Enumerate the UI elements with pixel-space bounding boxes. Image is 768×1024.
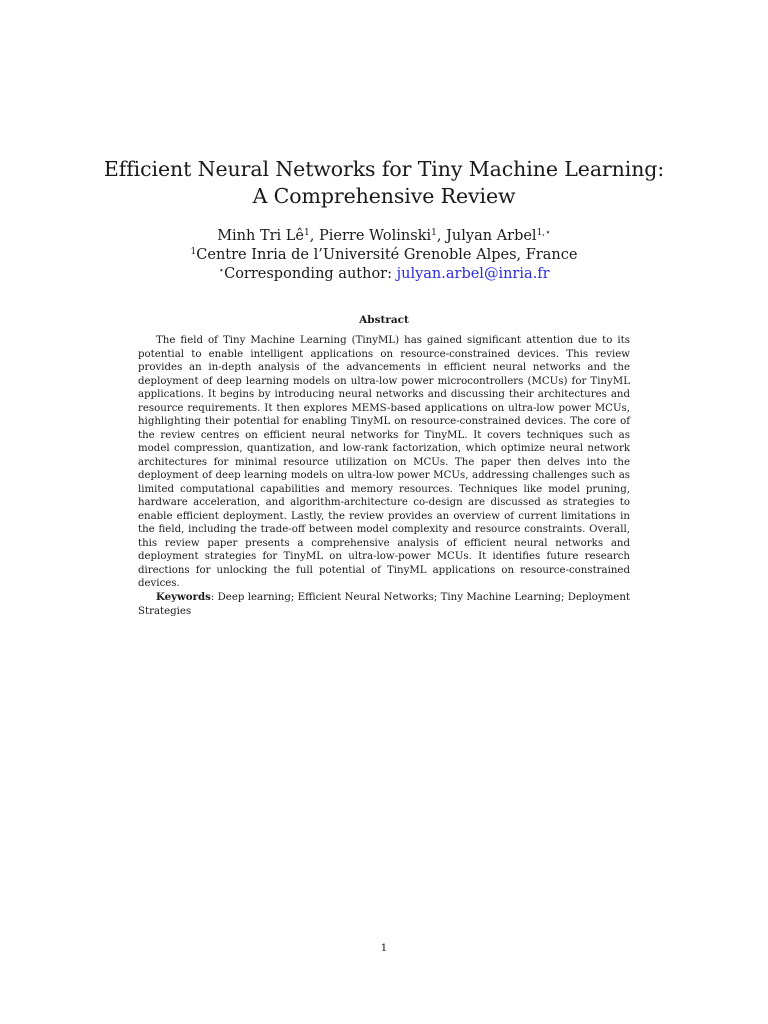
affiliation-marker: 1	[431, 228, 437, 238]
corresponding-email-link[interactable]: julyan.arbel@inria.fr	[396, 266, 550, 282]
abstract-heading: Abstract	[359, 314, 409, 326]
affiliation-marker: 1	[304, 228, 310, 238]
author-name: Julyan Arbel	[446, 228, 537, 244]
corresponding-label: Corresponding author:	[224, 266, 397, 282]
corresponding-author-line	[0, 265, 768, 284]
author-list: Minh Tri $Lê^1$, Pierre Wolinski$^1$, Julyan Arbel$^{1,⋆}$	[217, 228, 551, 244]
abstract-text: The field of Tiny Machine Learning (TinyML) has gained significant attention due to its potential to enable intelligent applications on resource-constrained devices. This review provides an in-depth analysis of the advancements in efficient neural networks and the deployment of deep learning models on ultra-low power microcontrollers (MCUs) for TinyML applications. It begins by introducing neural networks and discussing their architectures and resource requirements. It then explores MEMS-based applications on ultra-low power MCUs, highlighting their potential for enabling TinyML on resource-constrained devices. The core of the review centres on efficient neural networks for TinyML. It covers techniques such as model compression, quantization, and low-rank factorization, which optimize neural network architectures for minimal resource utilization on MCUs. The paper then delves into the deployment of deep learning models on ultra-low power MCUs, addressing challenges such as limited computational capabilities and memory resources. Techniques like model pruning, hardware acceleration, and algorithm-architecture co-design are discussed as strategies to enable efficient deployment. Lastly, the review provides an overview of current limitations in the field, including the trade-off between model complexity and resource constraints. Overall, this review paper presents a comprehensive analysis of efficient neural networks and deployment strategies for TinyML on ultra-low-power MCUs. It identifies future research directions for unlocking the full potential of TinyML applications on resource-constrained devices.	[138, 335, 630, 589]
page-number: 1	[380, 942, 388, 954]
affiliation-line	[0, 246, 768, 265]
affiliation-marker: 1	[190, 247, 197, 257]
keywords-paragraph	[138, 591, 630, 618]
corresponding-marker: ⋆	[218, 266, 225, 276]
author-name: Pierre Wolinski	[318, 228, 432, 244]
keywords-text: : Deep learning; Efficient Neural Networks; Tiny Machine Learning; Deployment Strategies	[138, 592, 630, 617]
affiliation-text: Centre Inria de l’Université Grenoble Alpes, France	[196, 247, 578, 263]
keywords-label: Keywords	[156, 591, 211, 603]
author-block	[0, 227, 768, 284]
title-line-1: Efficient Neural Networks for Tiny Machine Learning:	[103, 157, 665, 181]
author-name: Minh Tri Lê	[217, 228, 305, 244]
affiliation-marker: 1,⋆	[536, 228, 551, 238]
paper-title	[0, 156, 768, 210]
title-line-2: A Comprehensive Review	[252, 184, 516, 208]
